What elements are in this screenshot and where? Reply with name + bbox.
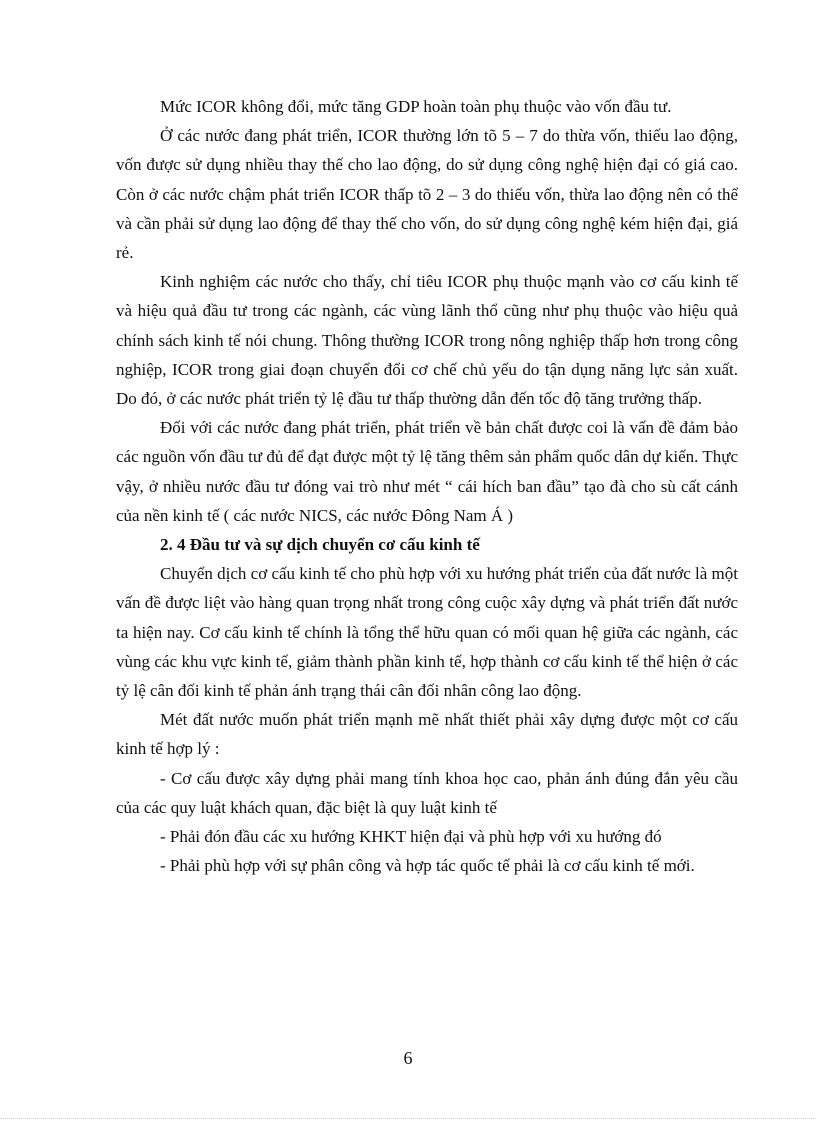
paragraph-reasonable-structure: Mét đất nước muốn phát triển mạnh mẽ nhất thiết phải xây dựng được một cơ cấu kinh tế hợp lý : (116, 710, 738, 759)
paragraph-investment-role: Đối với các nước đang phát triển, phát triển về bản chất được coi là vấn đề đảm bảo các nguồn vốn đầu tư đủ để đạt được một tỷ lệ tăng thêm sản phẩm quốc dân dự kiến. Thực vậy, ở nhiều nước đầu tư đóng vai trò như mét “ cái hích ban đầu” tạo đà cho sù cất cánh của nền kinh tế ( các nước NICS, các nước Đông Nam Á ) (116, 418, 738, 525)
paragraph-icor-experience: Kinh nghiệm các nước cho thấy, chỉ tiêu ICOR phụ thuộc mạnh vào cơ cấu kinh tế và hiệu quả đầu tư trong các ngành, các vùng lãnh thổ cũng như phụ thuộc vào hiệu quả chính sách kinh tế nói chung. Thông thường ICOR trong nông nghiệp thấp hơn trong công nghiệp, ICOR trong giai đoạn chuyển đổi cơ chế chủ yếu do tận dụng năng lực sản xuất. Do đó, ở các nước phát triển tỷ lệ đầu tư thấp thường dẫn đến tốc độ tăng trưởng thấp. (116, 272, 738, 409)
paragraph-structural-shift: Chuyển dịch cơ cấu kinh tế cho phù hợp với xu hướng phát triển của đất nước là một vấn đề được liệt vào hàng quan trọng nhất trong công cuộc xây dựng và phát triển đất nước ta hiện nay. Cơ cấu kinh tế chính là tổng thể hữu quan có mối quan hệ giữa các ngành, các vùng các khu vực kinh tế, giảm thành phần kinh tế, hợp thành cơ cấu kinh tế thể hiện ở các tỷ lệ cân đối kinh tế phản ánh trạng thái cân đối nhân công lao động. (116, 564, 738, 701)
page-bottom-divider (0, 1118, 816, 1119)
paragraph-icor-developing-countries: Ở các nước đang phát triển, ICOR thường lớn tõ 5 – 7 do thừa vốn, thiếu lao động, vốn được sử dụng nhiều thay thế cho lao động, do sử dụng công nghệ hiện đại có giá cao. Còn ở các nước chậm phát triển ICOR thấp tõ 2 – 3 do thiếu vốn, thừa lao động nên có thể và cần phải sử dụng lao động để thay thế cho vốn, do sử dụng công nghệ kém hiện đại, giá rẻ. (116, 126, 738, 263)
page-number: 6 (403, 1048, 413, 1068)
section-heading: 2. 4 Đầu tư và sự dịch chuyển cơ cấu kinh tế (160, 535, 480, 555)
bullet-item: - Phải phù hợp với sự phân công và hợp tác quốc tế phải là cơ cấu kinh tế mới. (160, 856, 695, 876)
body-text (116, 92, 738, 880)
bullet-item: - Phải đón đầu các xu hướng KHKT hiện đại và phù hợp với xu hướng đó (160, 827, 662, 847)
paragraph-icor-constant: Mức ICOR không đổi, mức tăng GDP hoàn toàn phụ thuộc vào vốn đầu tư. (160, 97, 672, 116)
bullet-item: - Cơ cấu được xây dựng phải mang tính khoa học cao, phản ánh đúng đắn yêu cầu của các quy luật khách quan, đặc biệt là quy luật kinh tế (116, 768, 738, 817)
